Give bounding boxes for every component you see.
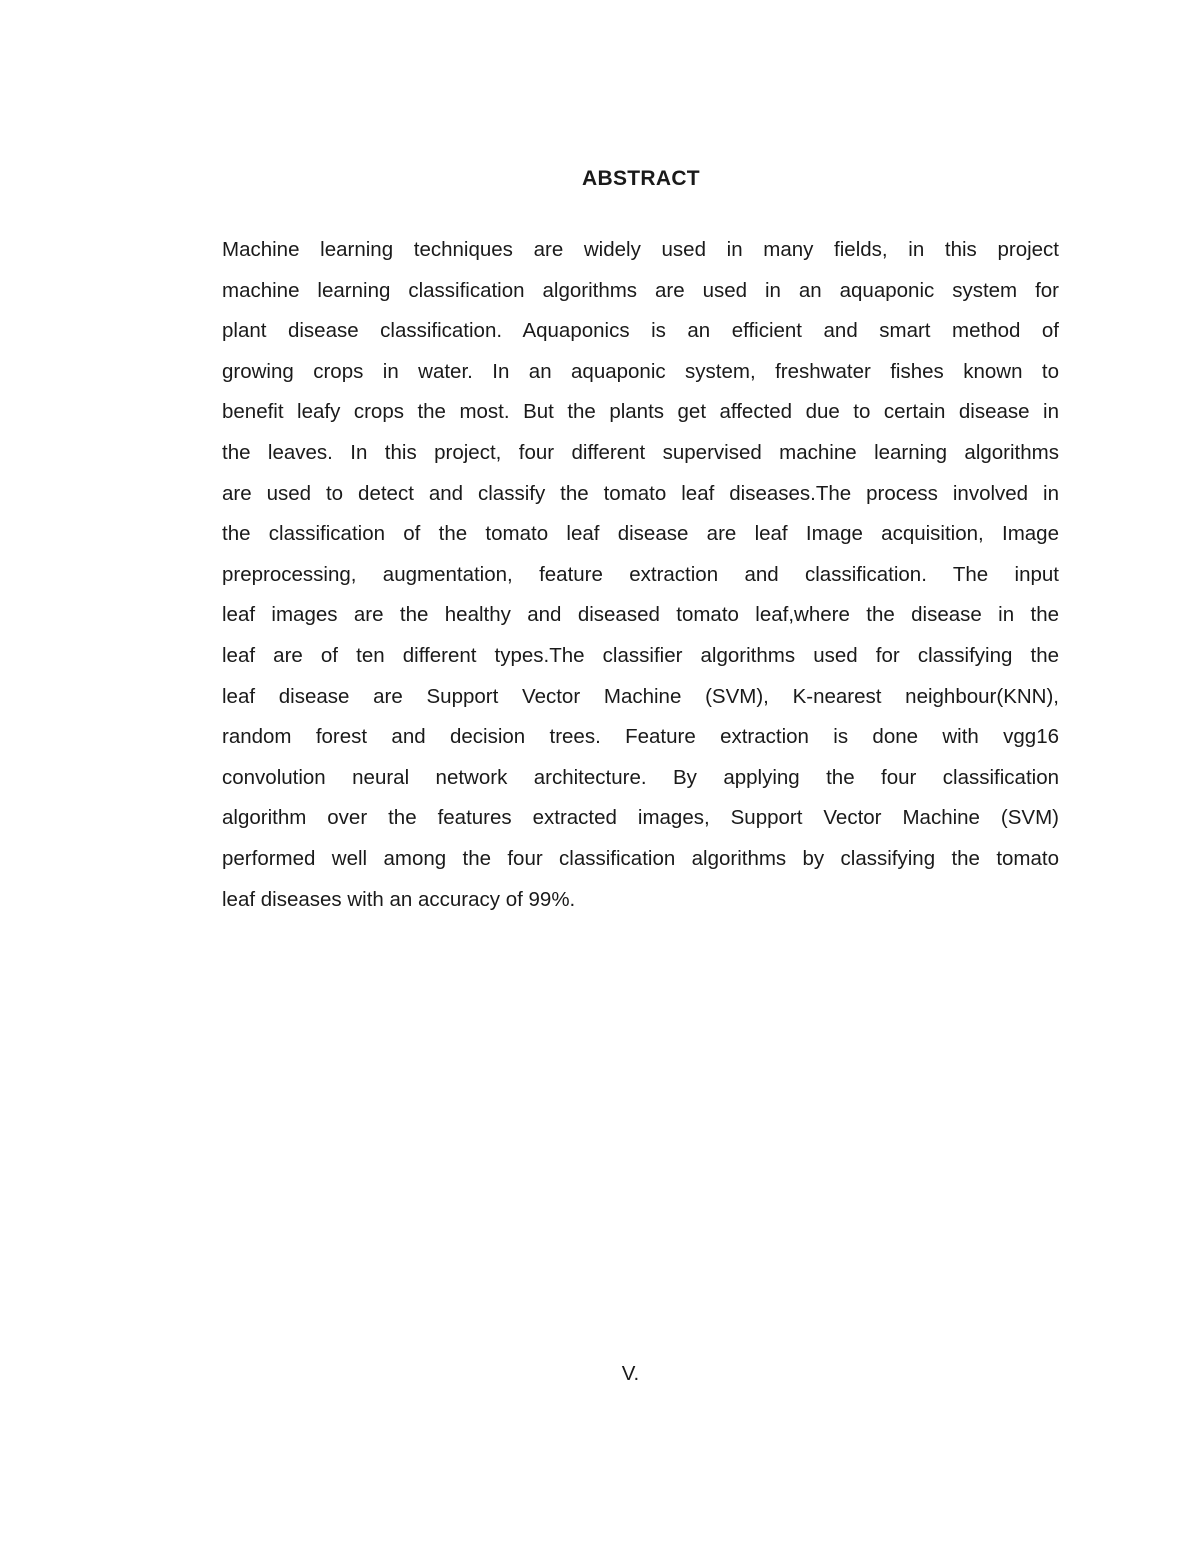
abstract-paragraph [222,230,1059,920]
abstract-line: leaf images are the healthy and diseased tomato leaf,where the disease in the [222,603,1059,627]
abstract-line: algorithm over the features extracted images, Support Vector Machine (SVM) [222,806,1059,830]
abstract-line: plant disease classification. Aquaponics is an efficient and smart method of [222,319,1059,343]
abstract-line: machine learning classification algorithms are used in an aquaponic system for [222,278,1059,302]
abstract-line: convolution neural network architecture. By applying the four classification [222,765,1059,789]
abstract-line: preprocessing, augmentation, feature extraction and classification. The input [222,562,1059,586]
abstract-line: leaf disease are Support Vector Machine (SVM), K-nearest neighbour(KNN), [222,684,1059,708]
abstract-line: Machine learning techniques are widely used in many fields, in this project [222,238,1059,261]
page-number: V. [621,1362,640,1385]
abstract-line: benefit leafy crops the most. But the plants get affected due to certain disease in [222,400,1059,424]
abstract-line: the classification of the tomato leaf disease are leaf Image acquisition, Image [222,522,1059,546]
abstract-line: leaf are of ten different types.The classifier algorithms used for classifying the [222,643,1059,667]
abstract-line: growing crops in water. In an aquaponic system, freshwater fishes known to [222,359,1059,383]
abstract-line: random forest and decision trees. Feature extraction is done with vgg16 [222,725,1059,749]
abstract-line: performed well among the four classification algorithms by classifying the tomato [222,846,1059,870]
abstract-title: ABSTRACT [582,167,700,190]
abstract-line: leaf diseases with an accuracy of 99%. [222,887,576,911]
abstract-line: the leaves. In this project, four different supervised machine learning algorithms [222,440,1059,464]
abstract-line: are used to detect and classify the tomato leaf diseases.The process involved in [222,481,1059,505]
